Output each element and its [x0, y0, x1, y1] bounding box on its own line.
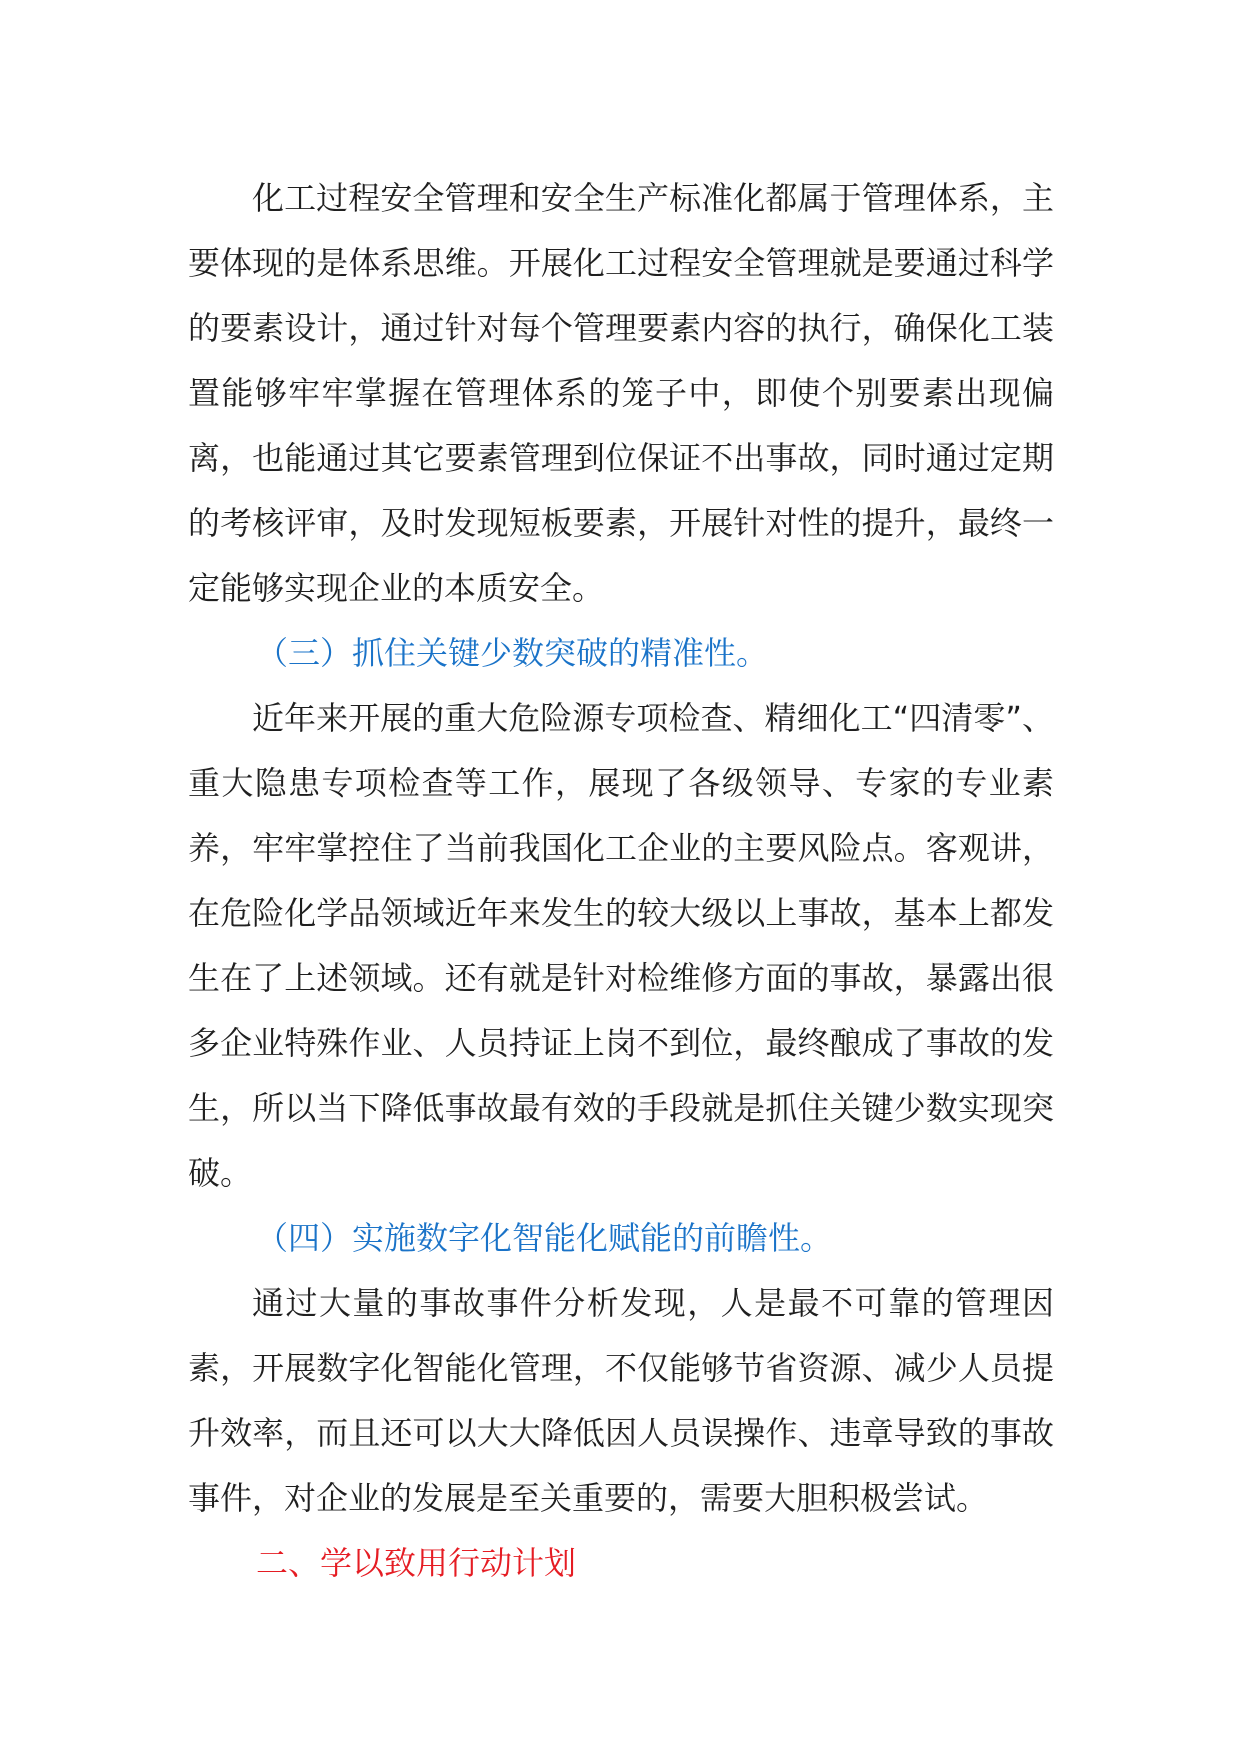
sub-heading-digital-empowerment: （四）实施数字化智能化赋能的前瞻性。: [256, 1219, 833, 1257]
body-paragraph-process-safety: 化工过程安全管理和安全生产标准化都属于管理体系，主要体现的是体系思维。开展化工过程安全管理就是要通过科学的要素设计，通过针对每个管理要素内容的执行，确保化工装置能够牢牢掌握在管理体系的笼子中，即使个别要素出现偏离，也能通过其它要素管理到位保证不出事故，同时通过定期的考核评审，及时发现短板要素，开展针对性的提升，最终一定能够实现企业的本质安全。: [188, 179, 1054, 607]
sub-heading-key-minority: （三）抓住关键少数突破的精准性。: [256, 634, 769, 672]
body-paragraph-digital-empowerment: 通过大量的事故事件分析发现，人是最不可靠的管理因素，开展数字化智能化管理，不仅能够节省资源、减少人员提升效率，而且还可以大大降低因人员误操作、违章导致的事故事件，对企业的发展是至关重要的，需要大胆积极尝试。: [188, 1284, 1054, 1517]
section-heading-action-plan: 二、学以致用行动计划: [256, 1544, 577, 1582]
body-paragraph-key-minority: 近年来开展的重大危险源专项检查、精细化工“四清零”、重大隐患专项检查等工作，展现了各级领导、专家的专业素养，牢牢掌控住了当前我国化工企业的主要风险点。客观讲，在危险化学品领域近年来发生的较大级以上事故，基本上都发生在了上述领域。还有就是针对检维修方面的事故，暴露出很多企业特殊作业、人员持证上岗不到位，最终酿成了事故的发生，所以当下降低事故最有效的手段就是抓住关键少数实现突破。: [188, 699, 1054, 1192]
document-body: [188, 166, 1054, 1596]
